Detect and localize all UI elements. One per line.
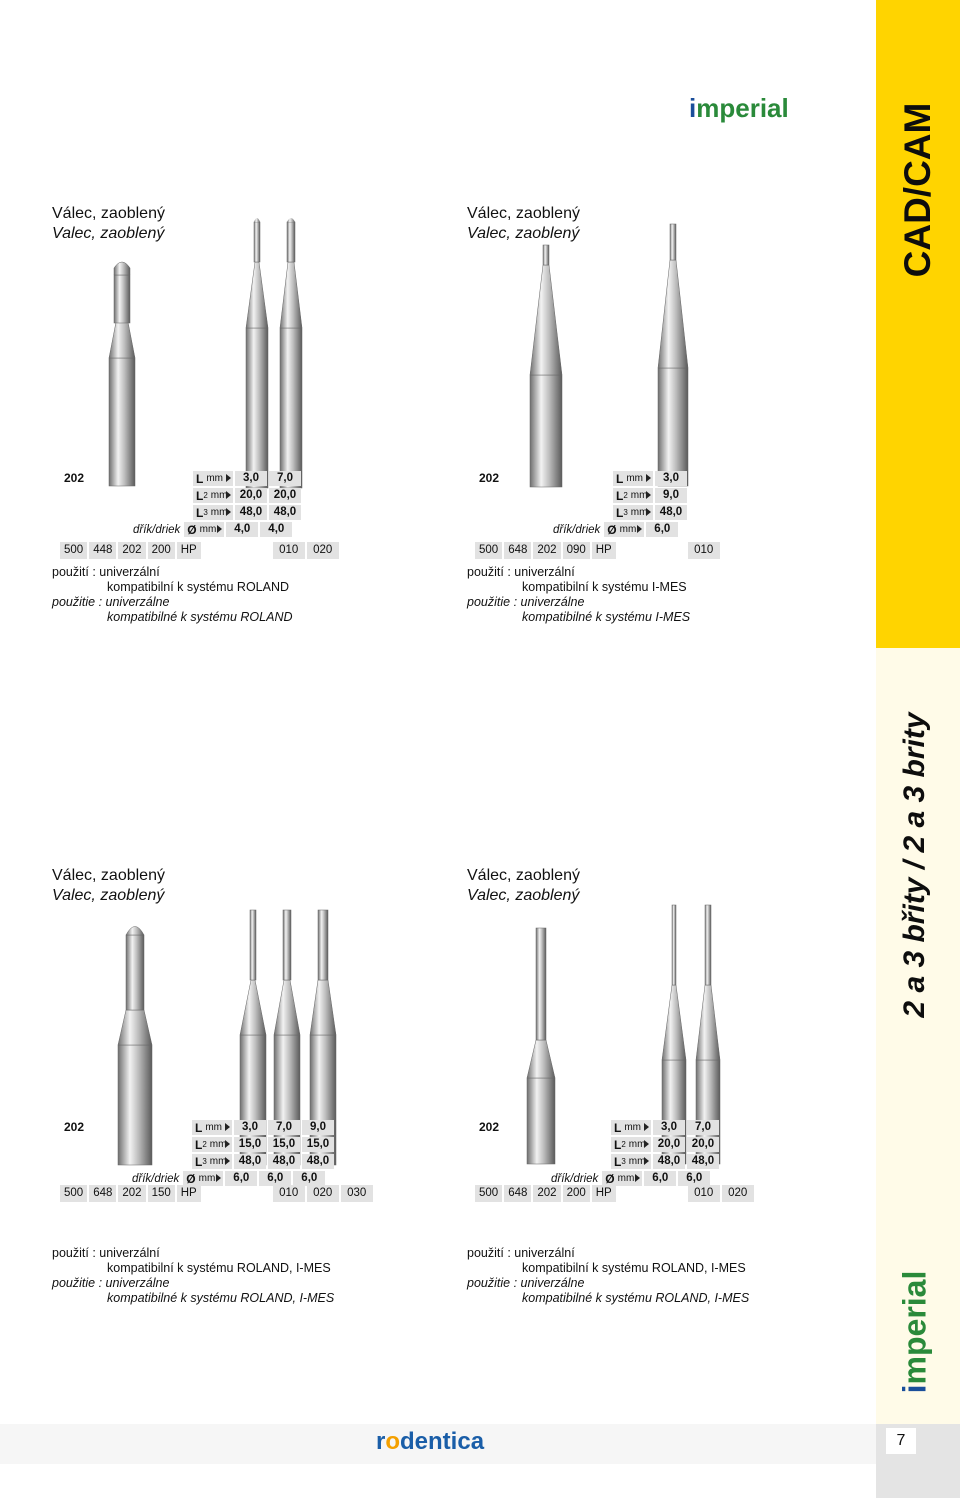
order-code-part: 500 [60, 1185, 87, 1202]
spec-row-d [133, 522, 292, 537]
order-code-part: 150 [148, 1185, 175, 1202]
order-code-part: HP [177, 1185, 201, 1202]
spec-row-l2 [192, 1137, 334, 1152]
sidebar-brand-logo: imperial [896, 1270, 933, 1394]
order-code-part: 648 [89, 1185, 116, 1202]
spec-value: 48,0 [302, 1154, 334, 1169]
order-code-part: 448 [89, 542, 116, 559]
usage-info: použití : univerzální kompatibilní k systému ROLAND, I-MES použitie : univerzálne kompatibilné k systému ROLAND, I-MES [467, 1246, 750, 1305]
spec-value: 6,0 [646, 522, 678, 537]
spec-value: 15,0 [234, 1137, 266, 1152]
spec-value: 20,0 [687, 1137, 719, 1152]
order-code-part: 200 [563, 1185, 590, 1202]
spec-value: 6,0 [225, 1171, 257, 1186]
size-code: 020 [722, 1185, 754, 1202]
spec-row-d [553, 522, 678, 537]
spec-name-d: Ø mm [602, 1171, 642, 1186]
spec-name-l: L mm [192, 1120, 232, 1135]
spec-row-l [192, 1120, 334, 1135]
spec-row-l [193, 471, 301, 486]
order-code-part: 500 [60, 542, 87, 559]
spec-row-l3 [613, 505, 687, 520]
product-code: 202 [64, 471, 85, 485]
order-code-part: 648 [504, 542, 531, 559]
spec-row-d [551, 1171, 710, 1186]
sidebar-subtitle: 2 a 3 břity / 2 a 3 brity [898, 712, 931, 1018]
spec-name-l2: L 2 mm [192, 1137, 232, 1152]
order-code-part: 200 [148, 542, 175, 559]
spec-name-d: Ø mm [184, 522, 224, 537]
spec-value: 48,0 [234, 1154, 266, 1169]
order-code-row [475, 1185, 756, 1202]
product-code: 202 [64, 1120, 85, 1134]
size-code: 030 [341, 1185, 373, 1202]
spec-value: 6,0 [644, 1171, 676, 1186]
spec-name-l3: L 3 mm [192, 1154, 232, 1169]
spec-value: 20,0 [653, 1137, 685, 1152]
spec-name-l3: L 3 mm [193, 505, 233, 520]
product-title-sk: Valec, zaoblený [467, 225, 580, 242]
spec-value: 48,0 [687, 1154, 719, 1169]
spec-value: 3,0 [235, 471, 267, 486]
product-panel [52, 867, 452, 1467]
spec-value: 9,0 [655, 488, 687, 503]
brand-logo: imperial [689, 93, 789, 123]
product-title-cz: Válec, zaoblený [52, 205, 165, 222]
size-code: 020 [307, 1185, 339, 1202]
sidebar-category-title: CAD/CAM [897, 102, 938, 278]
spec-value: 3,0 [653, 1120, 685, 1135]
page-number: 7 [886, 1428, 916, 1454]
shank-label: dřík/driek [551, 1172, 599, 1185]
spec-name-l2: L 2 mm [611, 1137, 651, 1152]
usage-info: použití : univerzální kompatibilní k systému I-MES použitie : univerzálne kompatibilné k systému I-MES [467, 565, 691, 624]
order-code-part: 090 [563, 542, 590, 559]
size-code: 010 [688, 1185, 720, 1202]
spec-value: 4,0 [226, 522, 258, 537]
shank-label: dřík/driek [553, 523, 601, 536]
size-code: 010 [273, 542, 305, 559]
spec-row-l2 [613, 488, 687, 503]
spec-value: 48,0 [269, 505, 301, 520]
spec-name-l2: L 2 mm [613, 488, 653, 503]
order-code-row [60, 542, 341, 559]
shank-label: dřík/driek [133, 523, 181, 536]
product-code: 202 [479, 471, 500, 485]
spec-value: 7,0 [687, 1120, 719, 1135]
spec-row-l3 [193, 505, 301, 520]
footer-logo: rodentica [376, 1428, 485, 1455]
spec-value: 48,0 [235, 505, 267, 520]
spec-value: 7,0 [269, 471, 301, 486]
spec-value: 6,0 [259, 1171, 291, 1186]
order-code-row [475, 542, 722, 559]
spec-name-d: Ø mm [604, 522, 644, 537]
spec-value: 3,0 [234, 1120, 266, 1135]
spec-value: 15,0 [268, 1137, 300, 1152]
order-code-part: 202 [118, 1185, 145, 1202]
spec-value: 48,0 [655, 505, 687, 520]
order-code-part: 202 [533, 1185, 560, 1202]
order-code-part: 202 [118, 542, 145, 559]
shank-label: dřík/driek [132, 1172, 180, 1185]
spec-name-l: L mm [193, 471, 233, 486]
order-code-part: 500 [475, 542, 502, 559]
product-title-sk: Valec, zaoblený [52, 225, 165, 242]
spec-value: 6,0 [678, 1171, 710, 1186]
size-code: 010 [688, 542, 720, 559]
product-panel [52, 205, 452, 805]
spec-name-d: Ø mm [183, 1171, 223, 1186]
spec-value: 48,0 [653, 1154, 685, 1169]
spec-row-d [132, 1171, 325, 1186]
product-title-cz: Válec, zaoblený [52, 867, 165, 884]
order-code-part: HP [177, 542, 201, 559]
spec-name-l3: L 3 mm [611, 1154, 651, 1169]
spec-value: 20,0 [235, 488, 267, 503]
product-panel [467, 205, 867, 805]
product-code: 202 [479, 1120, 500, 1134]
sidebar-yellow-band [876, 0, 960, 648]
spec-name-l: L mm [611, 1120, 651, 1135]
spec-value: 7,0 [268, 1120, 300, 1135]
spec-row-l [611, 1120, 719, 1135]
size-code: 020 [307, 542, 339, 559]
usage-info: použití : univerzální kompatibilní k systému ROLAND, I-MES použitie : univerzálne kompatibilné k systému ROLAND, I-MES [52, 1246, 335, 1305]
order-code-part: HP [592, 542, 616, 559]
spec-row-l2 [611, 1137, 719, 1152]
usage-info: použití : univerzální kompatibilní k systému ROLAND použitie : univerzálne kompatibilné k systému ROLAND [52, 565, 293, 624]
spec-name-l: L mm [613, 471, 653, 486]
order-code-part: 500 [475, 1185, 502, 1202]
spec-value: 4,0 [260, 522, 292, 537]
product-panel [467, 867, 867, 1467]
product-title-sk: Valec, zaoblený [52, 887, 165, 904]
spec-value: 6,0 [293, 1171, 325, 1186]
product-title-sk: Valec, zaoblený [467, 887, 580, 904]
spec-name-l3: L 3 mm [613, 505, 653, 520]
order-code-part: 648 [504, 1185, 531, 1202]
order-code-row [60, 1185, 375, 1202]
product-title-cz: Válec, zaoblený [467, 867, 580, 884]
spec-row-l3 [611, 1154, 719, 1169]
spec-name-l2: L 2 mm [193, 488, 233, 503]
spec-row-l2 [193, 488, 301, 503]
spec-value: 15,0 [302, 1137, 334, 1152]
spec-value: 3,0 [655, 471, 687, 486]
spec-value: 20,0 [269, 488, 301, 503]
order-code-part: HP [592, 1185, 616, 1202]
spec-row-l3 [192, 1154, 334, 1169]
product-title-cz: Válec, zaoblený [467, 205, 580, 222]
spec-value: 9,0 [302, 1120, 334, 1135]
spec-value: 48,0 [268, 1154, 300, 1169]
size-code: 010 [273, 1185, 305, 1202]
order-code-part: 202 [533, 542, 560, 559]
spec-row-l [613, 471, 687, 486]
